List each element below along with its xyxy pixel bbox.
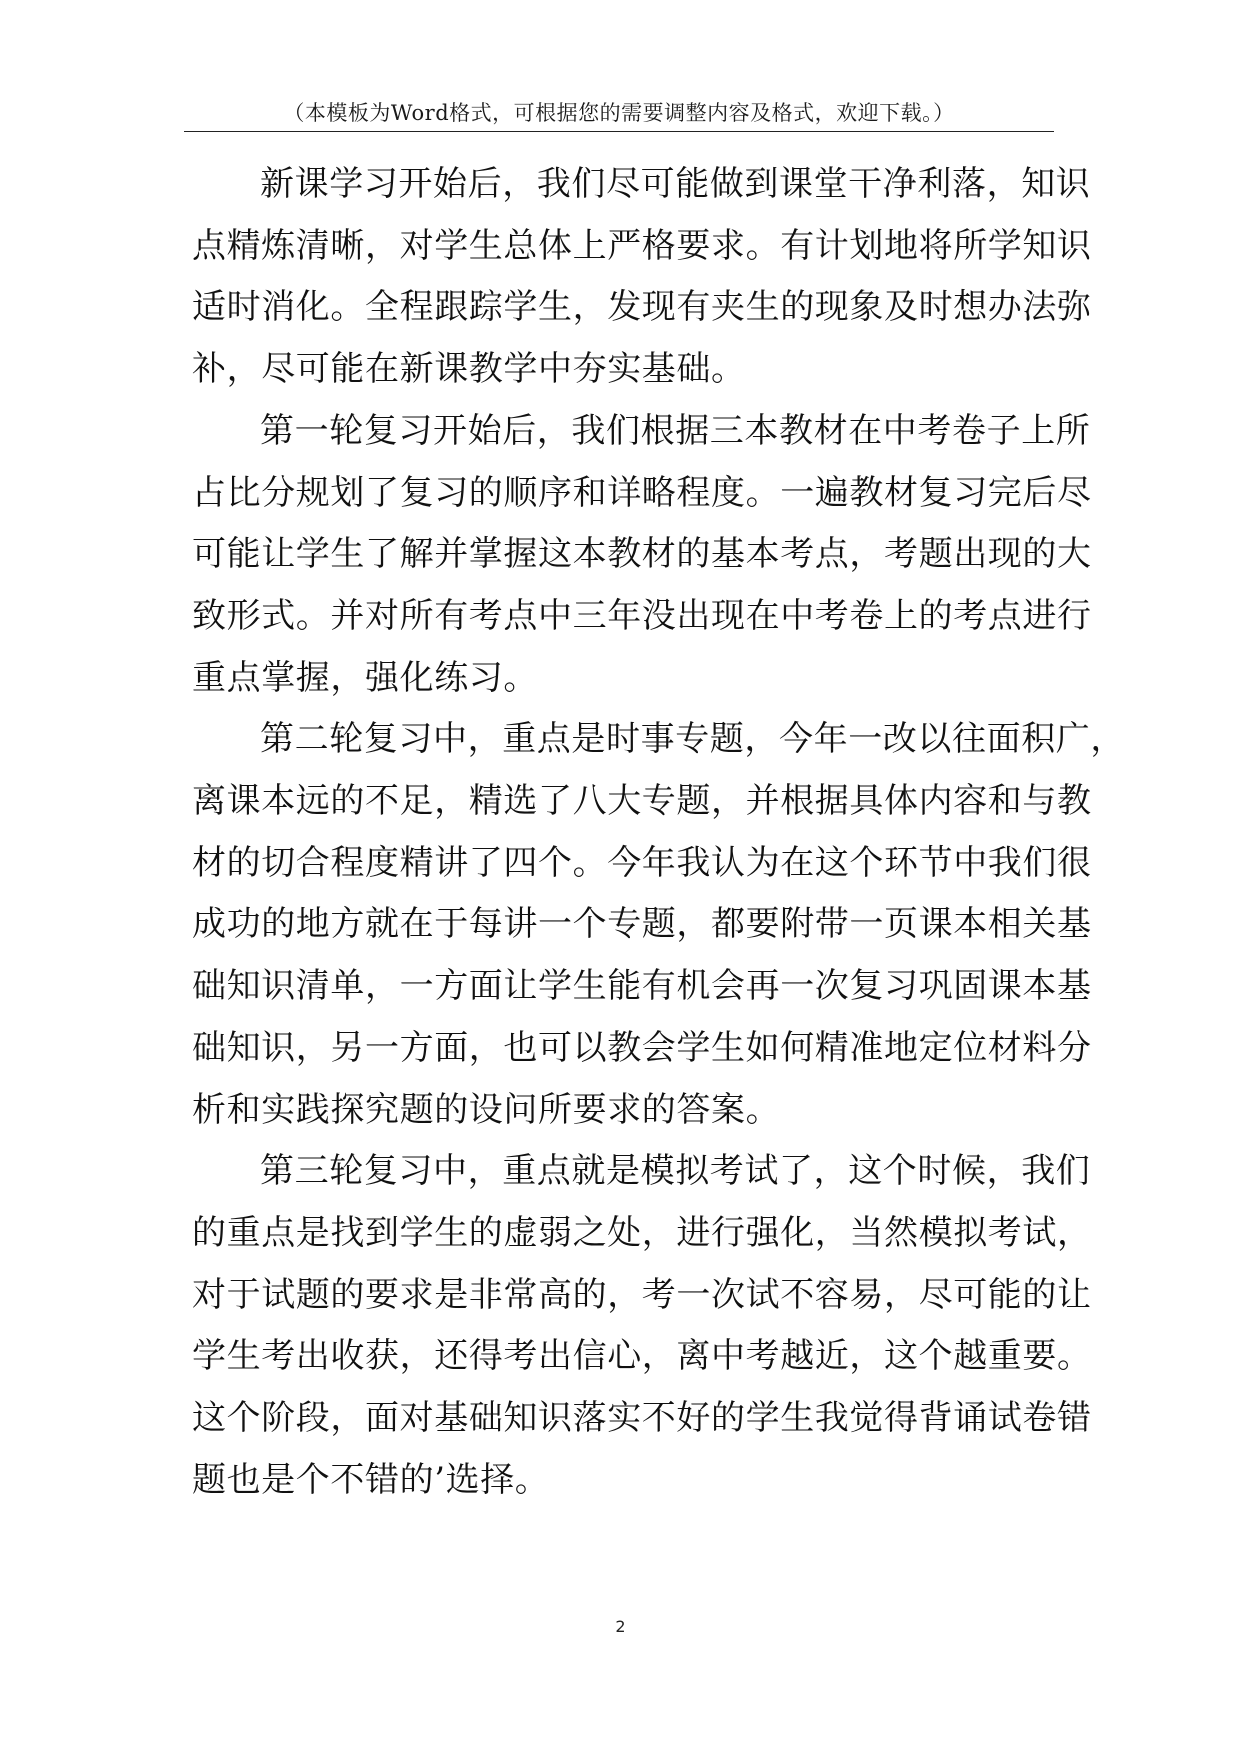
paragraph-line: 对于试题的要求是非常高的，考一次试不容易，尽可能的让: [192, 1274, 1092, 1315]
paragraph-line: 占比分规划了复习的顺序和详略程度。一遍教材复习完后尽: [192, 472, 1092, 513]
paragraph-line: 第三轮复习中，重点就是模拟考试了，这个时候，我们: [260, 1151, 1091, 1192]
paragraph-line: 第二轮复习中，重点是时事专题，今年一改以往面积广，: [260, 719, 1125, 760]
header-rule: [184, 131, 1054, 132]
paragraph-line: 适时消化。全程跟踪学生，发现有夹生的现象及时想办法弥: [192, 287, 1092, 328]
paragraph-2: [192, 401, 1092, 710]
paragraph-line: 础知识，另一方面，也可以教会学生如何精准地定位材料分: [192, 1027, 1092, 1068]
paragraph-4: [192, 1141, 1092, 1511]
paragraph-line: 点精炼清晰，对学生总体上严格要求。有计划地将所学知识: [192, 225, 1092, 266]
paragraph-line: 础知识清单，一方面让学生能有机会再一次复习巩固课本基: [192, 966, 1092, 1007]
paragraph-3: [192, 709, 1125, 1141]
paragraph-line: 重点掌握，强化练习。: [192, 657, 538, 698]
paragraph-line: 可能让学生了解并掌握这本教材的基本考点，考题出现的大: [192, 534, 1092, 575]
paragraph-line: 题也是个不错的’选择。: [192, 1459, 550, 1500]
paragraph-line: 析和实践探究题的设问所要求的答案。: [192, 1089, 781, 1130]
paragraph-line: 新课学习开始后，我们尽可能做到课堂干净利落，知识: [260, 164, 1091, 204]
document-body: [192, 154, 1125, 1511]
paragraph-line: 致形式。并对所有考点中三年没出现在中考卷上的考点进行: [192, 595, 1092, 636]
paragraph-line: 第一轮复习开始后，我们根据三本教材在中考卷子上所: [260, 410, 1091, 451]
header-note: （本模板为Word格式，可根据您的需要调整内容及格式，欢迎下载。）: [283, 101, 955, 125]
paragraph-line: 材的切合程度精讲了四个。今年我认为在这个环节中我们很: [192, 842, 1092, 883]
paragraph-1: [192, 154, 1092, 401]
paragraph-line: 离课本远的不足，精选了八大专题，并根据具体内容和与教: [192, 781, 1092, 822]
paragraph-line: 成功的地方就在于每讲一个专题，都要附带一页课本相关基: [192, 904, 1092, 945]
paragraph-line: 学生考出收获，还得考出信心，离中考越近，这个越重要。: [192, 1336, 1092, 1377]
paragraph-line: 这个阶段，面对基础知识落实不好的学生我觉得背诵试卷错: [192, 1398, 1092, 1439]
page-number: 2: [615, 1617, 626, 1636]
paragraph-line: 补，尽可能在新课教学中夯实基础。: [192, 349, 746, 390]
paragraph-line: 的重点是找到学生的虚弱之处，进行强化，当然模拟考试，: [192, 1212, 1092, 1253]
